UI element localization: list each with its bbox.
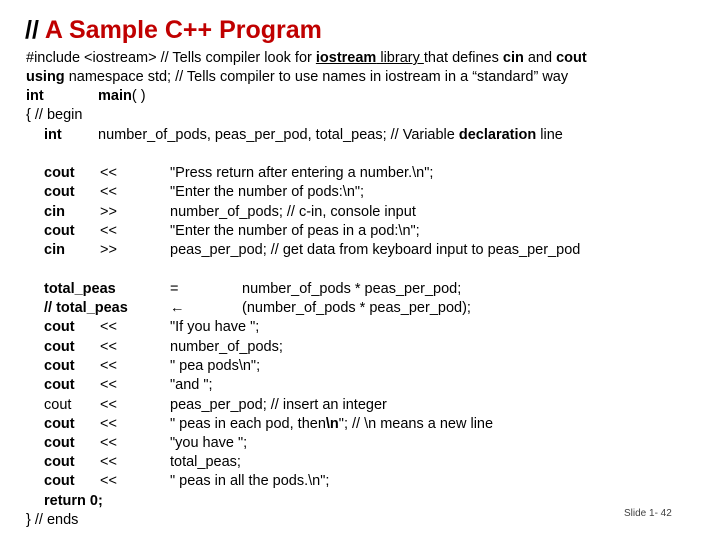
total-peas-comment: // total_peas [44, 300, 128, 316]
title-main: A Sample C++ Program [44, 16, 322, 44]
iostream-word: iostream [315, 50, 377, 66]
cin-word: cin [502, 50, 524, 66]
out-operator: << [100, 454, 117, 470]
int-keyword-decl: int [44, 127, 62, 143]
left-arrow-icon: ← [170, 300, 185, 316]
io-keyword: cout [44, 165, 75, 181]
io-keyword: cout [44, 184, 75, 200]
assign-operator: = [170, 281, 179, 297]
title-prefix: // [25, 16, 45, 44]
out-statement: "and "; [170, 377, 213, 393]
io-statement: "Enter the number of pods:\n"; [170, 184, 365, 200]
total-peas-label: total_peas [44, 281, 116, 297]
cout-word: cout [556, 50, 587, 66]
out-keyword: cout [44, 358, 75, 374]
out-statement [170, 415, 493, 434]
out-text: " peas in each pod, then [170, 416, 326, 432]
out-statement: "If you have "; [170, 319, 260, 335]
main-parens: ( ) [131, 88, 146, 104]
out-operator: << [100, 358, 117, 374]
out-statement: peas_per_pod; // insert an integer [170, 397, 387, 413]
out-keyword: cout [44, 473, 75, 489]
using-rest: namespace std; // Tells compiler to use names in iostream in a “standard” way [64, 69, 569, 85]
begin-line: { // begin [26, 107, 83, 123]
out-keyword-plain: cout [44, 397, 72, 413]
out-operator: << [100, 397, 117, 413]
out-keyword: cout [44, 435, 75, 451]
library-word: library [376, 50, 424, 66]
io-operator: << [100, 165, 117, 181]
io-statement: "Enter the number of peas in a pod:\n"; [170, 223, 420, 239]
out-keyword: cout [44, 377, 75, 393]
out-comment: "; // \n means a new line [338, 416, 494, 432]
arrow-expression: (number_of_pods * peas_per_pod); [242, 300, 471, 316]
out-keyword: cout [44, 416, 75, 432]
out-operator: << [100, 319, 117, 335]
newline-escape: \n [325, 416, 339, 432]
io-keyword: cin [44, 204, 65, 220]
out-keyword: cout [44, 339, 75, 355]
out-statement: " peas in all the pods.\n"; [170, 473, 330, 489]
out-statement: total_peas; [170, 454, 241, 470]
main-word: main [98, 88, 132, 104]
declaration-line [98, 126, 563, 145]
io-keyword: cin [44, 242, 65, 258]
declaration-tail: line [536, 127, 563, 143]
io-statement: number_of_pods; // c-in, console input [170, 204, 416, 220]
io-operator: >> [100, 204, 117, 220]
declaration-text: number_of_pods, peas_per_pod, total_peas; // Variable [98, 127, 459, 143]
slide-title [25, 16, 322, 45]
io-operator: << [100, 223, 117, 239]
out-keyword: cout [44, 454, 75, 470]
out-operator: << [100, 435, 117, 451]
out-statement: " pea pods\n"; [170, 358, 261, 374]
out-operator: << [100, 339, 117, 355]
out-statement: "you have "; [170, 435, 248, 451]
io-statement: "Press return after entering a number.\n"; [170, 165, 434, 181]
out-operator: << [100, 416, 117, 432]
main-signature [98, 87, 146, 106]
end-brace-line: } // ends [26, 512, 79, 528]
using-word: using [26, 69, 65, 85]
io-keyword: cout [44, 223, 75, 239]
return-statement [44, 492, 103, 511]
io-operator: << [100, 184, 117, 200]
include-line [26, 49, 587, 68]
int-keyword-main: int [26, 88, 44, 104]
out-operator: << [100, 377, 117, 393]
out-statement: number_of_pods; [170, 339, 283, 355]
io-operator: >> [100, 242, 117, 258]
out-operator: << [100, 473, 117, 489]
slide-number: Slide 1- 42 [624, 508, 672, 519]
using-line [26, 68, 568, 87]
include-text: #include <iostream> // Tells compiler look for [26, 50, 316, 66]
assign-expression: number_of_pods * peas_per_pod; [242, 281, 462, 297]
declaration-word: declaration [458, 127, 537, 143]
out-keyword: cout [44, 319, 75, 335]
defines-text: that defines [423, 50, 503, 66]
io-statement: peas_per_pod; // get data from keyboard input to peas_per_pod [170, 242, 581, 258]
and-word: and [523, 50, 557, 66]
return-text: return 0; [44, 493, 103, 509]
